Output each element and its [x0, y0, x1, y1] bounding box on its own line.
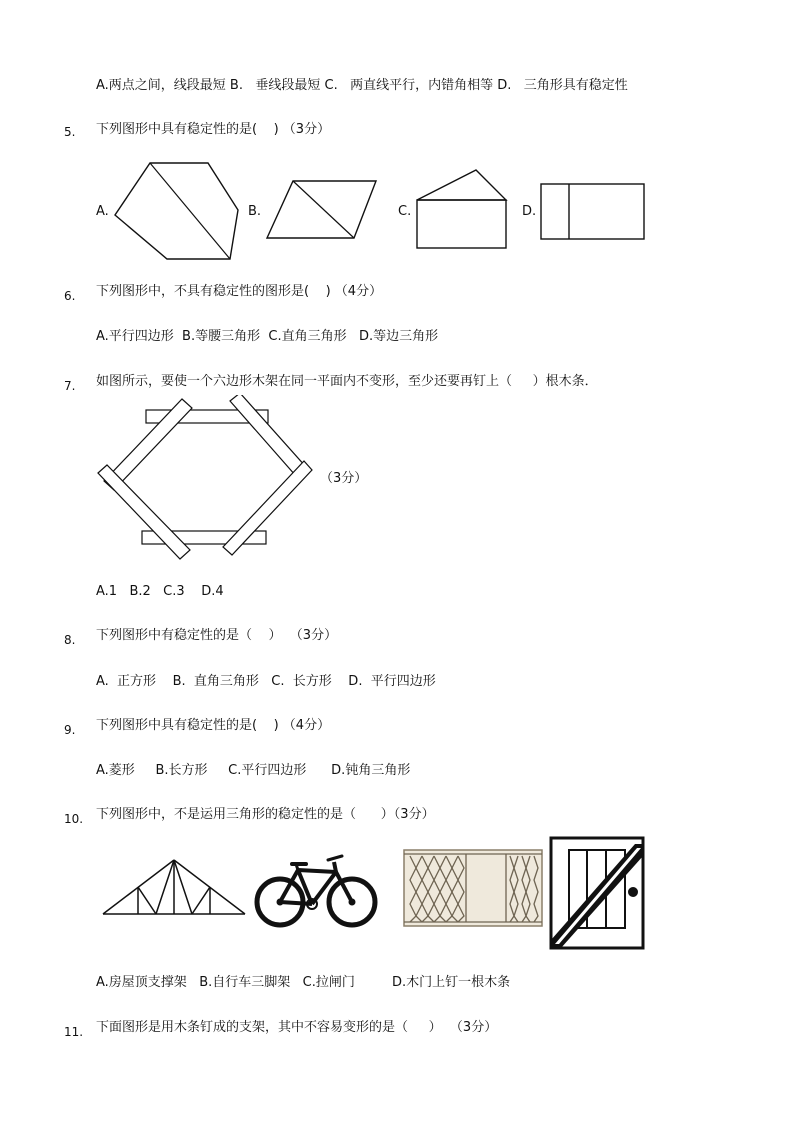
q11-stem: 下面图形是用木条钉成的支架，其中不容易变形的是（ ） （3分） — [96, 1020, 498, 1035]
q7-hexagon-frame-figure — [94, 395, 316, 563]
q10-bicycle-image — [252, 850, 380, 930]
q9-options: A.菱形 B.长方形 C.平行四边形 D.钝角三角形 — [96, 763, 411, 778]
q5-figure-c-house — [414, 167, 510, 251]
q7-options: A.1 B.2 C.3 D.4 — [96, 584, 224, 599]
q7-stem: 如图所示，要使一个六边形木架在同一平面内不变形，至少还要再钉上（ ）根木条． — [96, 374, 598, 389]
q8-number: 8. — [64, 633, 76, 647]
q11-number: 11. — [64, 1025, 84, 1039]
q5-figure-d-rectangle — [539, 182, 647, 242]
q10-sliding-gate-image — [402, 848, 544, 928]
q5-number: 5. — [64, 125, 76, 139]
q10-options: A.房屋顶支撑架 B.自行车三脚架 C.拉闸门 D.木门上钉一根木条 — [96, 975, 511, 990]
q8-stem: 下列图形中有稳定性的是（ ） （3分） — [96, 628, 338, 643]
q4-options: A.两点之间，线段最短 B. 垂线段最短 C. 两直线平行，内错角相等 D. 三角形具有稳定性 — [96, 78, 628, 93]
q6-number: 6. — [64, 289, 76, 303]
q7-score: （3分） — [320, 471, 368, 486]
q10-number: 10. — [64, 812, 84, 826]
q6-stem: 下列图形中，不具有稳定性的图形是( ) （4分） — [96, 284, 383, 299]
q5-figure-b-parallelogram — [264, 178, 380, 242]
q8-options: A. 正方形 B. 直角三角形 C. 长方形 D. 平行四边形 — [96, 674, 436, 689]
q10-roof-truss-image — [100, 856, 248, 918]
q5-stem: 下列图形中具有稳定性的是( ) （3分） — [96, 122, 331, 137]
q10-stem: 下列图形中，不是运用三角形的稳定性的是（ ）（3分） — [96, 807, 435, 822]
q5-label-b: B. — [248, 204, 262, 219]
q10-wooden-door-image — [549, 836, 645, 950]
q5-label-d: D. — [522, 204, 537, 219]
q9-stem: 下列图形中具有稳定性的是( ) （4分） — [96, 718, 331, 733]
q7-number: 7. — [64, 379, 76, 393]
q6-options: A.平行四边形 B.等腰三角形 C.直角三角形 D.等边三角形 — [96, 329, 439, 344]
q5-figure-a-hexagon — [112, 160, 242, 262]
q9-number: 9. — [64, 723, 76, 737]
q5-label-a: A. — [96, 204, 109, 219]
q5-label-c: C. — [398, 204, 412, 219]
